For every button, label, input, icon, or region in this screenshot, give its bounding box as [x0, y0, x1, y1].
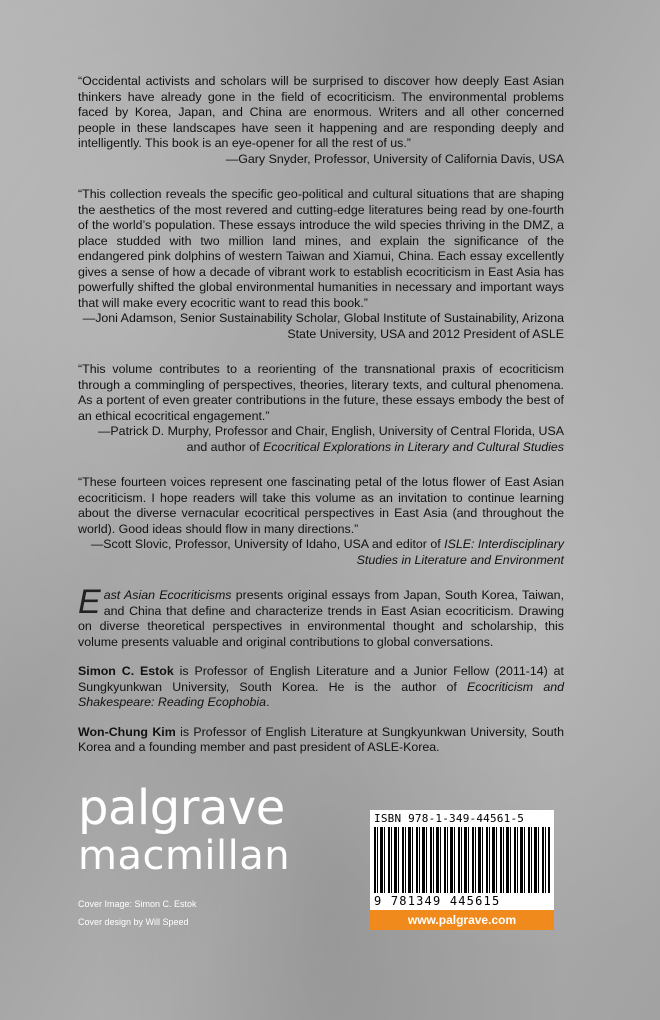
- publisher-logo: [78, 782, 290, 878]
- cover-design-credit: Cover design by Will Speed: [78, 917, 189, 927]
- author-name: Simon C. Estok: [78, 664, 174, 678]
- description-body: presents original essays from Japan, South Korea, Taiwan, and China that define and characterize trends in East Asian ecocriticism. Drawing on diverse theoretical perspectives in environmental thought and scholarship, this volume presents valuable and original contributions to global conversations.: [78, 588, 565, 649]
- isbn-barcode: [370, 810, 554, 910]
- back-cover-text: [78, 74, 564, 770]
- barcode-digits: 9 781349 445615: [374, 894, 550, 908]
- cover-image-credit: Cover Image: Simon C. Estok: [78, 899, 197, 909]
- attribution-text: —Scott Slovic, Professor, University of Idaho, USA and editor of: [90, 537, 445, 551]
- attribution-text: —Patrick D. Murphy, Professor and Chair, English, University of Central Florida, USA and author of: [98, 424, 564, 454]
- barcode-bars-icon: [374, 827, 550, 893]
- attribution-journal-title: ISLE: Interdisciplinary Studies in Literature and Environment: [356, 537, 564, 567]
- quote-slovic: “These fourteen voices represent one fascinating petal of the lotus flower of East Asian ecocriticism. I hope readers will take this volume as an invitation to continue learning about the diverse vernacular ecocritical perspectives in East Asia (and throughout the world). Good ideas should flow in many directions.”: [78, 475, 564, 536]
- book-description: [78, 583, 565, 650]
- drop-cap: E: [78, 583, 101, 621]
- attribution-book-title: Ecocritical Explorations in Literary and Cultural Studies: [263, 439, 564, 454]
- bio-text: is Professor of English Literature and a Junior Fellow (2011-14) at Sungkyunkwan University, South Korea. He is the author of: [78, 664, 564, 694]
- bio-estok: [78, 664, 564, 711]
- isbn-number: ISBN 978-1-349-44561-5: [374, 812, 525, 825]
- attribution-snyder: [78, 152, 564, 168]
- attribution-murphy: [78, 424, 564, 455]
- attribution-text: —Joni Adamson, Senior Sustainability Scholar, Global Institute of Sustainability, Arizona State University, USA and 2012 President of ASLE: [82, 311, 564, 341]
- bio-end: .: [266, 695, 270, 709]
- publisher-url: www.palgrave.com: [370, 910, 554, 930]
- logo-line-macmillan: macmillan: [78, 833, 291, 879]
- logo-line-palgrave: palgrave: [78, 780, 285, 836]
- cover-credits: [78, 895, 197, 931]
- bio-text: is Professor of English Literature at Sungkyunkwan University, South Korea and a founding member and past president of ASLE-Korea.: [78, 724, 564, 754]
- bio-kim: [78, 725, 564, 756]
- quote-adamson: “This collection reveals the specific geo-political and cultural situations that are shaping the aesthetics of the most revered and cutting-edge literatures being read by one-fourth of the world’s population. These essays introduce the wild species thriving in the DMZ, a place studded with two million land mines, and explain the significance of the endangered pink dolphins of western Taiwan and Xiamui, China. Each essay excellently gives a sense of how a decade of vibrant work to establish ecocriticism in East Asia has powerfully shifted the global environmental humanities in necessary and important ways that will make every ecocritic want to read this book.”: [78, 187, 564, 310]
- bio-book-title: Ecocriticism and Shakespeare: Reading Ecophobia: [78, 679, 564, 709]
- attribution-slovic: [78, 537, 564, 568]
- attribution-adamson: [78, 311, 564, 342]
- book-title: ast Asian Ecocriticisms: [103, 588, 232, 602]
- quote-snyder: “Occidental activists and scholars will be surprised to discover how deeply East Asian thinkers have already gone in the field of ecocriticism. The environmental problems faced by Korea, Japan, and China are enormous. Writers and all other concerned people in these landscapes have seen it happening and are responding deeply and intelligently. This book is an eye-opener for all the rest of us.”: [78, 74, 564, 150]
- author-name: Won-Chung Kim: [78, 724, 176, 739]
- quote-murphy: “This volume contributes to a reorienting of the transnational praxis of ecocriticism through a commingling of perspectives, theories, literary texts, and cultural phenomena. As a portent of even greater contributions in the future, these essays embody the best of an ethical ecocritical engagement.”: [78, 362, 564, 423]
- attribution-text: —Gary Snyder, Professor, University of California Davis, USA: [225, 151, 564, 166]
